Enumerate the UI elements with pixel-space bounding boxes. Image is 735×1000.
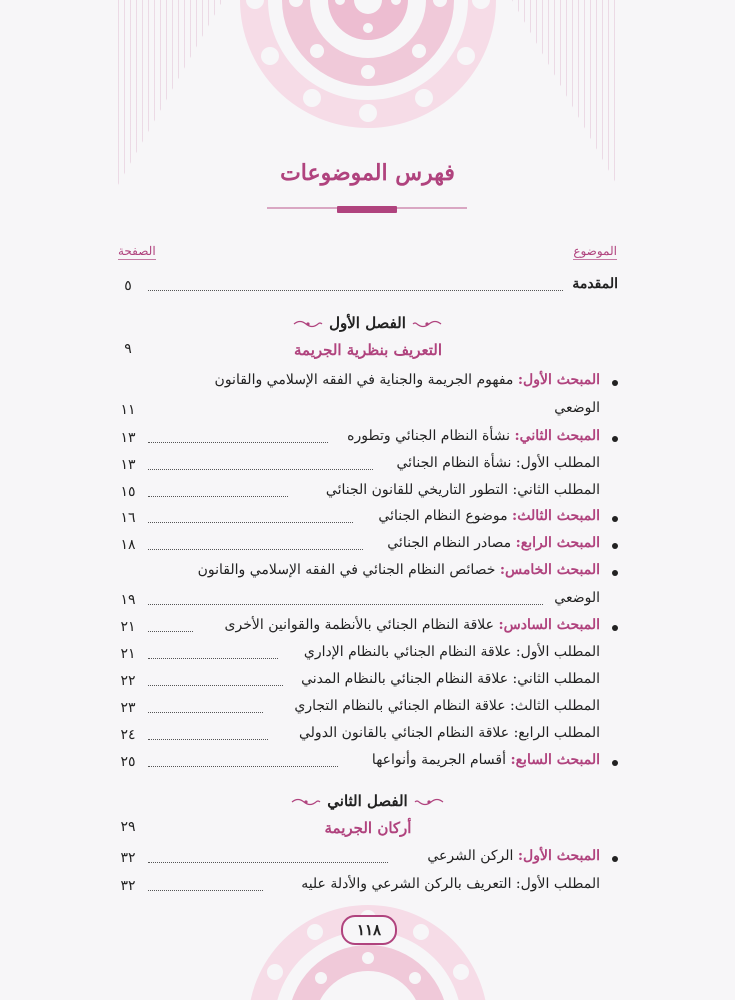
decorative-stripes-right <box>512 0 617 185</box>
column-header-subject: الموضوع <box>573 244 617 258</box>
toc-row[interactable] <box>118 562 618 588</box>
toc-row-intro[interactable] <box>118 276 618 302</box>
page-ref: ٢٥ <box>120 754 136 770</box>
toc-row[interactable] <box>118 455 618 481</box>
page-ref: ٢١ <box>120 646 136 662</box>
leader-dots <box>148 469 373 470</box>
entry-text: خصائص النظام الجنائي في الفقه الإسلامي والقانون <box>197 562 496 578</box>
entry-text: المطلب الأول: علاقة النظام الجنائي بالنظام الإداري <box>303 644 600 660</box>
entry-label: المبحث الثالث: <box>512 508 600 524</box>
page-ref: ١٣ <box>120 430 136 446</box>
toc-row-continuation[interactable] <box>118 400 618 426</box>
ornament-left-icon <box>290 797 322 807</box>
leader-dots <box>148 685 283 686</box>
entry-text-continued: الوضعي <box>554 590 600 606</box>
leader-dots <box>148 522 353 523</box>
bullet-icon <box>612 625 618 631</box>
bullet-icon <box>612 516 618 522</box>
page-ref: ٢٣ <box>120 700 136 716</box>
page-ref: ١٣ <box>120 457 136 473</box>
bullet-icon <box>612 436 618 442</box>
entry-label: المبحث السادس: <box>498 617 600 633</box>
leader-dots <box>148 890 263 891</box>
decorative-stripes-left <box>118 0 223 185</box>
bullet-icon <box>612 856 618 862</box>
toc-row[interactable] <box>118 372 618 398</box>
toc-row[interactable] <box>118 535 618 561</box>
title-underline-accent <box>337 206 397 213</box>
page-ref: ٣٢ <box>120 850 136 866</box>
toc-row[interactable] <box>118 698 618 724</box>
entry-label: المبحث الرابع: <box>515 535 600 551</box>
chapter-1-title: الفصل الأول <box>329 314 406 332</box>
page-ref: ١٥ <box>120 484 136 500</box>
entry-label: المبحث الثاني: <box>514 428 600 444</box>
toc-row[interactable] <box>118 428 618 454</box>
entry-text: مفهوم الجريمة والجناية في الفقه الإسلامي والقانون <box>214 372 514 388</box>
entry-text-continued: الوضعي <box>554 400 600 416</box>
bullet-icon <box>612 570 618 576</box>
leader-dots <box>148 442 328 443</box>
entry-label: المبحث الخامس: <box>499 562 600 578</box>
leader-dots <box>148 549 363 550</box>
page-title: فهرس الموضوعات <box>280 160 455 186</box>
page-ref: ٩ <box>124 341 132 357</box>
intro-label: المقدمة <box>572 276 618 292</box>
leader-dots <box>148 712 263 713</box>
entry-text: المطلب الثاني: التطور التاريخي للقانون الجنائي <box>325 482 600 498</box>
entry-text: المطلب الرابع: علاقة النظام الجنائي بالقانون الدولي <box>299 725 600 741</box>
section-title: أركان الجريمة <box>324 819 412 837</box>
rosette-ornament-top <box>218 0 518 150</box>
page-ref: ١٩ <box>120 592 136 608</box>
entry-text: المطلب الأول: نشأة النظام الجنائي <box>396 455 600 471</box>
chapter-1-section[interactable] <box>118 341 618 365</box>
leader-dots <box>148 631 193 632</box>
entry-text: أقسام الجريمة وأنواعها <box>371 752 506 768</box>
toc-row[interactable] <box>118 848 618 874</box>
page-ref: ١٦ <box>120 510 136 526</box>
leader-dots <box>148 658 278 659</box>
toc-row[interactable] <box>118 482 618 508</box>
page-ref: ٥ <box>124 278 132 294</box>
toc-row[interactable] <box>118 725 618 751</box>
page-ref: ٣٢ <box>120 878 136 894</box>
entry-text: المطلب الأول: التعريف بالركن الشرعي والأدلة عليه <box>301 876 600 892</box>
entry-text: نشأة النظام الجنائي وتطوره <box>347 428 511 444</box>
leader-dots <box>148 862 388 863</box>
chapter-2-heading <box>0 792 735 810</box>
bullet-icon <box>612 380 618 386</box>
leader-dots <box>148 604 543 605</box>
chapter-1-heading <box>0 314 735 332</box>
toc-row[interactable] <box>118 508 618 534</box>
entry-text: موضوع النظام الجنائي <box>378 508 508 524</box>
page-ref: ٢٩ <box>120 819 136 835</box>
ornament-right-icon <box>413 797 445 807</box>
leader-dots <box>148 290 563 291</box>
entry-text: المطلب الثالث: علاقة النظام الجنائي بالنظام التجاري <box>294 698 600 714</box>
toc-row[interactable] <box>118 752 618 778</box>
entry-label: المبحث السابع: <box>510 752 600 768</box>
entry-label: المبحث الأول: <box>517 848 600 864</box>
entry-label: المبحث الأول: <box>517 372 600 388</box>
page-ref: ٢١ <box>120 619 136 635</box>
chapter-2-section[interactable] <box>118 819 618 843</box>
page-ref: ٢٤ <box>120 727 136 743</box>
bullet-icon <box>612 543 618 549</box>
entry-text: الركن الشرعي <box>427 848 514 864</box>
entry-text: المطلب الثاني: علاقة النظام الجنائي بالنظام المدني <box>301 671 600 687</box>
leader-dots <box>148 496 288 497</box>
bullet-icon <box>612 760 618 766</box>
toc-row[interactable] <box>118 644 618 670</box>
column-header-page: الصفحة <box>118 244 156 258</box>
page-ref: ٢٢ <box>120 673 136 689</box>
chapter-2-title: الفصل الثاني <box>327 792 408 810</box>
ornament-right-icon <box>411 319 443 329</box>
page-ref: ١١ <box>120 402 136 418</box>
leader-dots <box>148 739 268 740</box>
entry-text: علاقة النظام الجنائي بالأنظمة والقوانين الأخرى <box>224 617 494 633</box>
rosette-ornament-bottom <box>238 895 498 1000</box>
toc-row[interactable] <box>118 671 618 697</box>
page-ref: ١٨ <box>120 537 136 553</box>
leader-dots <box>148 766 338 767</box>
toc-row-continuation[interactable] <box>118 590 618 616</box>
page-number: ١١٨ <box>341 915 397 945</box>
section-title: التعريف بنظرية الجريمة <box>293 341 442 359</box>
entry-text: مصادر النظام الجنائي <box>387 535 512 551</box>
ornament-left-icon <box>292 319 324 329</box>
toc-row[interactable] <box>118 617 618 643</box>
